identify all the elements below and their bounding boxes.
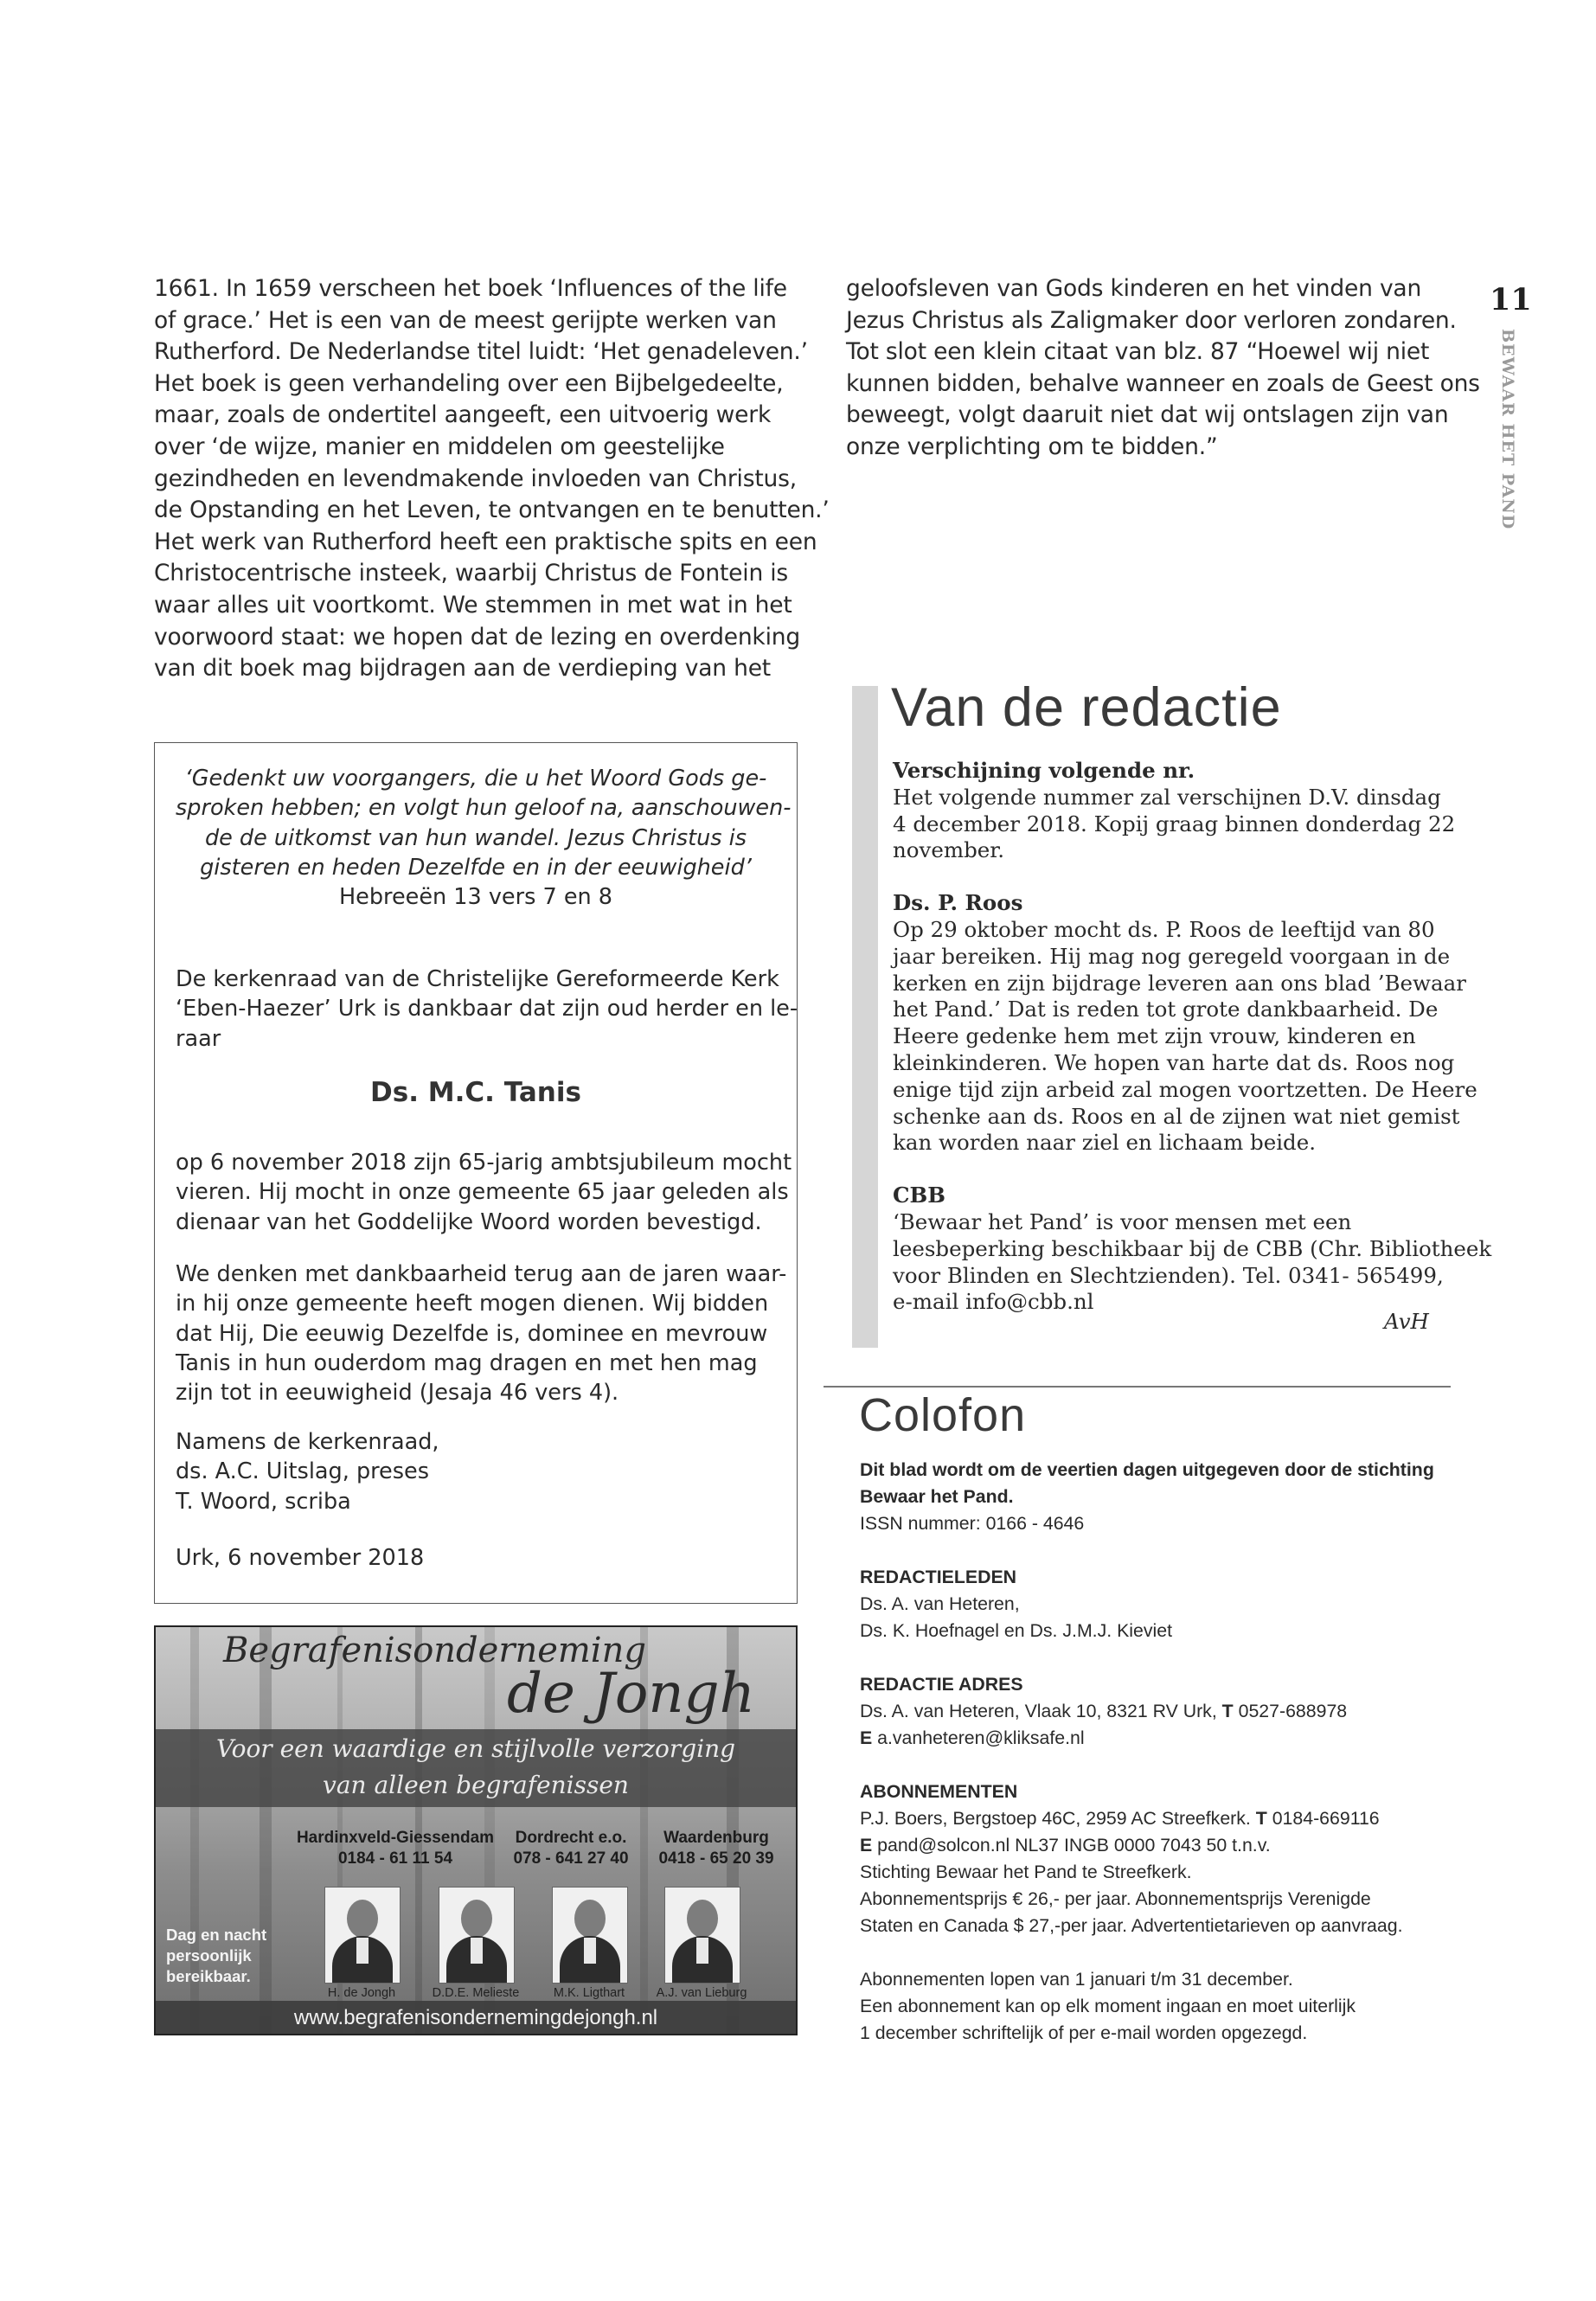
quote-line: ‘Gedenkt uw voorgangers, die u het Woord Gods ge-: [184, 766, 767, 792]
location-place: Dordrecht e.o.: [515, 1829, 627, 1847]
announcement-line: zijn tot in eeuwigheid (Jesaja 46 vers 4).: [176, 1380, 619, 1407]
signer-line: ds. A.C. Uitslag, preses: [176, 1458, 430, 1485]
signer-line: T. Woord, scriba: [176, 1488, 351, 1515]
location-phone: 0418 - 65 20 39: [658, 1849, 774, 1868]
redactie-line: schenke aan ds. Roos en al de zijnen wat niet gemist: [893, 1103, 1460, 1129]
announcement-line: in hij onze gemeente heeft mogen dienen. Wij bidden: [176, 1291, 769, 1317]
article-line: Christocentrische insteek, waarbij Christus de Fontein is: [154, 560, 789, 587]
announcement-thanks: [176, 1259, 787, 1407]
person-name: A.J. van Lieburg: [656, 1986, 747, 2000]
ad-website-link[interactable]: www.begrafenisondernemingdejongh.nl: [293, 2006, 658, 2029]
availability-line: Dag en nacht: [166, 1926, 267, 1944]
jubilee-announcement-box: [154, 742, 798, 1604]
redactie-line: november.: [893, 837, 1005, 863]
redactie-signature: AvH: [1384, 1309, 1429, 1334]
redactie-heading: CBB: [893, 1183, 945, 1208]
article-line: geloofsleven van Gods kinderen en het vinden van: [846, 275, 1422, 302]
colofon-address-line: [860, 1698, 1457, 1725]
colofon-heading: REDACTIE ADRES: [860, 1674, 1023, 1695]
article-left-column: [154, 273, 830, 685]
article-line: voorwoord staat: we hopen dat de lezing en overdenking: [154, 623, 800, 651]
person-name: H. de Jongh: [327, 1986, 396, 2000]
article-line: onze verplichting om te bidden.”: [846, 433, 1218, 460]
ad-company-name: Begrafenisonderneming: [223, 1631, 646, 1670]
colofon-phone: 0527-688978: [1238, 1701, 1348, 1721]
colofon-line: Abonnementen lopen van 1 januari t/m 31 december.: [860, 1969, 1293, 1990]
location-phone: 0184 - 61 11 54: [337, 1849, 453, 1868]
colofon-line: Abonnementsprijs € 26,- per jaar. Abonnementsprijs Verenigde: [860, 1888, 1371, 1909]
redactie-line: kerken en zijn bijdrage leveren aan ons blad ’Bewaar: [893, 970, 1466, 996]
colofon-body: [860, 1457, 1457, 2047]
colofon-abon-email: [860, 1832, 1457, 1859]
person-name: M.K. Ligthart: [553, 1986, 625, 2000]
location-place: Waardenburg: [663, 1829, 769, 1847]
announcement-line: De kerkenraad van de Christelijke Gereformeerde Kerk: [176, 966, 779, 992]
article-line: van dit boek mag bijdragen aan de verdieping van het: [154, 655, 771, 683]
funeral-home-advertisement: [154, 1625, 798, 2035]
colofon-heading: REDACTIELEDEN: [860, 1567, 1017, 1587]
colofon-title: Colofon: [859, 1389, 1027, 1441]
redactie-line: Heere gedenke hem met zijn vrouw, kinderen en: [893, 1023, 1416, 1049]
bible-quote: [176, 764, 792, 882]
colofon-email[interactable]: a.vanheteren@kliksafe.nl: [877, 1727, 1085, 1748]
person-name: D.D.E. Melieste: [432, 1986, 520, 2000]
announcement-jubilee: [176, 1148, 792, 1237]
announcement-line: ‘Eben-Haezer’ Urk is dankbaar dat zijn oud herder en le-: [176, 996, 798, 1022]
announcement-intro: [176, 965, 798, 1054]
portrait-photo: [439, 1887, 515, 1984]
honoree-name: Ds. M.C. Tanis: [370, 1077, 581, 1108]
redactie-line: Op 29 oktober mocht ds. P. Roos de leeftijd van 80: [893, 916, 1435, 942]
colofon-abon-phone: 0184-669116: [1272, 1808, 1380, 1829]
quote-line: sproken hebben; en volgt hun geloof na, aanschouwen-: [176, 795, 792, 822]
article-line: gezindheden en levendmakende invloeden van Christus,: [154, 465, 797, 492]
portrait-photo: [552, 1887, 628, 1984]
colofon-abon-email-text: pand@solcon.nl NL37 INGB 0000 7043 50 t.n.v.: [877, 1835, 1271, 1856]
redactie-body: [893, 758, 1492, 1316]
ad-company-name-family: de Jongh: [507, 1662, 755, 1726]
colofon-issn: ISSN nummer: 0166 - 4646: [860, 1513, 1085, 1534]
portrait-photo: [664, 1887, 740, 1984]
redactie-title: Van de redactie: [891, 677, 1282, 738]
redactie-line: het Pand.’ Dat is reden tot grote dankbaarheid. De: [893, 997, 1439, 1022]
redactie-line: jaar bereiken. Hij mag nog geregeld voorgaan in de: [893, 943, 1451, 969]
redactie-heading: Ds. P. Roos: [893, 890, 1023, 916]
quote-line: gisteren en heden Dezelfde en in der eeuwigheid’: [200, 854, 752, 881]
ad-location: [647, 1828, 785, 1869]
article-line: waar alles uit voortkomt. We stemmen in met wat in het: [154, 591, 792, 619]
redactie-line: kleinkinderen. We hopen van harte dat ds. Roos nog: [893, 1049, 1455, 1075]
colofon-line: 1 december schriftelijk of per e-mail worden opgezegd.: [860, 2022, 1308, 2043]
article-right-column: [846, 273, 1480, 464]
article-line: Jezus Christus als Zaligmaker door verloren zondaren.: [846, 306, 1457, 334]
colofon-divider: [824, 1386, 1451, 1388]
colofon-abon-address-text: P.J. Boers, Bergstoep 46C, 2959 AC Streefkerk.: [860, 1808, 1251, 1829]
announcement-line: op 6 november 2018 zijn 65-jarig ambtsjubileum mocht: [176, 1150, 792, 1176]
availability-line: bereikbaar.: [166, 1967, 251, 1985]
announcement-line: raar: [176, 1025, 221, 1052]
article-line: de Opstanding en het Leven, te ontvangen en te benutten.’: [154, 497, 830, 524]
article-line: of grace.’ Het is een van de meest gerijpte werken van: [154, 306, 777, 334]
article-line: Rutherford. De Nederlandse titel luidt: ‘Het genadeleven.’: [154, 338, 808, 366]
article-line: Het boek is geen verhandeling over een Bijbelgedeelte,: [154, 369, 784, 397]
colofon-intro: Bewaar het Pand.: [860, 1486, 1014, 1507]
redactie-line: enige tijd zijn arbeid zal mogen voortzetten. De Heere: [893, 1076, 1477, 1102]
location-place: Hardinxveld-Giessendam: [296, 1829, 495, 1847]
quote-line: de de uitkomst van hun wandel. Jezus Christus is: [204, 824, 747, 851]
phone-label: T: [1221, 1701, 1234, 1721]
announcement-line: Tanis in hun ouderdom mag dragen en met hen mag: [176, 1349, 758, 1376]
redactie-line: voor Blinden en Slechtzienden). Tel. 0341- 565499,: [893, 1262, 1444, 1288]
colofon-heading: ABONNEMENTEN: [860, 1781, 1018, 1802]
redactie-line: kan worden naar ziel en lichaam beide.: [893, 1130, 1317, 1156]
page-number: 11: [1490, 282, 1532, 317]
article-line: maar, zoals de ondertitel aangeeft, een uitvoerig werk: [154, 401, 772, 429]
ad-location: [287, 1828, 503, 1869]
announcement-line: vieren. Hij mocht in onze gemeente 65 jaar geleden als: [176, 1179, 789, 1206]
redactie-line: 4 december 2018. Kopij graag binnen donderdag 22: [893, 811, 1456, 836]
colofon-line: Een abonnement kan op elk moment ingaan en moet uiterlijk: [860, 1996, 1356, 2016]
colofon-intro: Dit blad wordt om de veertien dagen uitgegeven door de stichting: [860, 1459, 1434, 1480]
announcement-signers: [176, 1427, 776, 1516]
location-phone: 078 - 641 27 40: [513, 1849, 629, 1868]
article-line: beweegt, volgt daaruit niet dat wij ontslagen zijn van: [846, 401, 1449, 429]
colofon-email-line: [860, 1725, 1457, 1752]
colofon-line: Ds. K. Hoefnagel en Ds. J.M.J. Kieviet: [860, 1620, 1173, 1641]
ad-location: [506, 1828, 636, 1869]
announcement-line: We denken met dankbaarheid terug aan de jaren waar-: [176, 1261, 787, 1287]
article-line: over ‘de wijze, manier en middelen om geestelijke: [154, 433, 725, 460]
announcement-line: dienaar van het Goddelijke Woord worden bevestigd.: [176, 1208, 762, 1235]
announcement-line: dat Hij, Die eeuwig Dezelfde is, dominee en mevrouw: [176, 1320, 768, 1347]
article-line: 1661. In 1659 verscheen het boek ‘Influences of the life: [154, 275, 787, 302]
email-label: E: [860, 1835, 873, 1856]
colofon-line: Stichting Bewaar het Pand te Streefkerk.: [860, 1862, 1192, 1882]
ad-tagline: Voor een waardige en stijlvolle verzorging: [215, 1734, 736, 1763]
redactie-line: leesbeperking beschikbaar bij de CBB (Chr. Bibliotheek: [893, 1235, 1492, 1261]
article-line: kunnen bidden, behalve wanneer en zoals de Geest ons: [846, 369, 1480, 397]
article-line: Tot slot een klein citaat van blz. 87 “Hoewel wij niet: [846, 338, 1430, 366]
signer-line: Namens de kerkenraad,: [176, 1429, 439, 1455]
colofon-line: Staten en Canada $ 27,-per jaar. Advertentietarieven op aanvraag.: [860, 1915, 1403, 1936]
ad-availability: [166, 1925, 266, 1987]
phone-label: T: [1255, 1808, 1267, 1829]
colofon-address: Ds. A. van Heteren, Vlaak 10, 8321 RV Urk,: [860, 1701, 1217, 1721]
redactie-heading: Verschijning volgende nr.: [893, 758, 1195, 783]
email-label: E: [860, 1727, 873, 1748]
quote-reference: Hebreeën 13 vers 7 en 8: [338, 884, 613, 910]
running-title: BEWAAR HET PAND: [1498, 329, 1517, 530]
announcement-place-date: Urk, 6 november 2018: [176, 1545, 425, 1571]
portrait-photo: [324, 1887, 401, 1984]
redactie-side-bar: [852, 686, 878, 1348]
colofon-line: Ds. A. van Heteren,: [860, 1593, 1020, 1614]
redactie-line: ‘Bewaar het Pand’ is voor mensen met een: [893, 1208, 1352, 1234]
redactie-line: e-mail info@cbb.nl: [893, 1289, 1094, 1315]
article-line: Het werk van Rutherford heeft een praktische spits en een: [154, 528, 817, 555]
redactie-line: Het volgende nummer zal verschijnen D.V. dinsdag: [893, 784, 1441, 810]
colofon-abon-address: [860, 1805, 1457, 1832]
availability-line: persoonlijk: [166, 1946, 252, 1965]
ad-tagline: van alleen begrafenissen: [323, 1771, 629, 1799]
